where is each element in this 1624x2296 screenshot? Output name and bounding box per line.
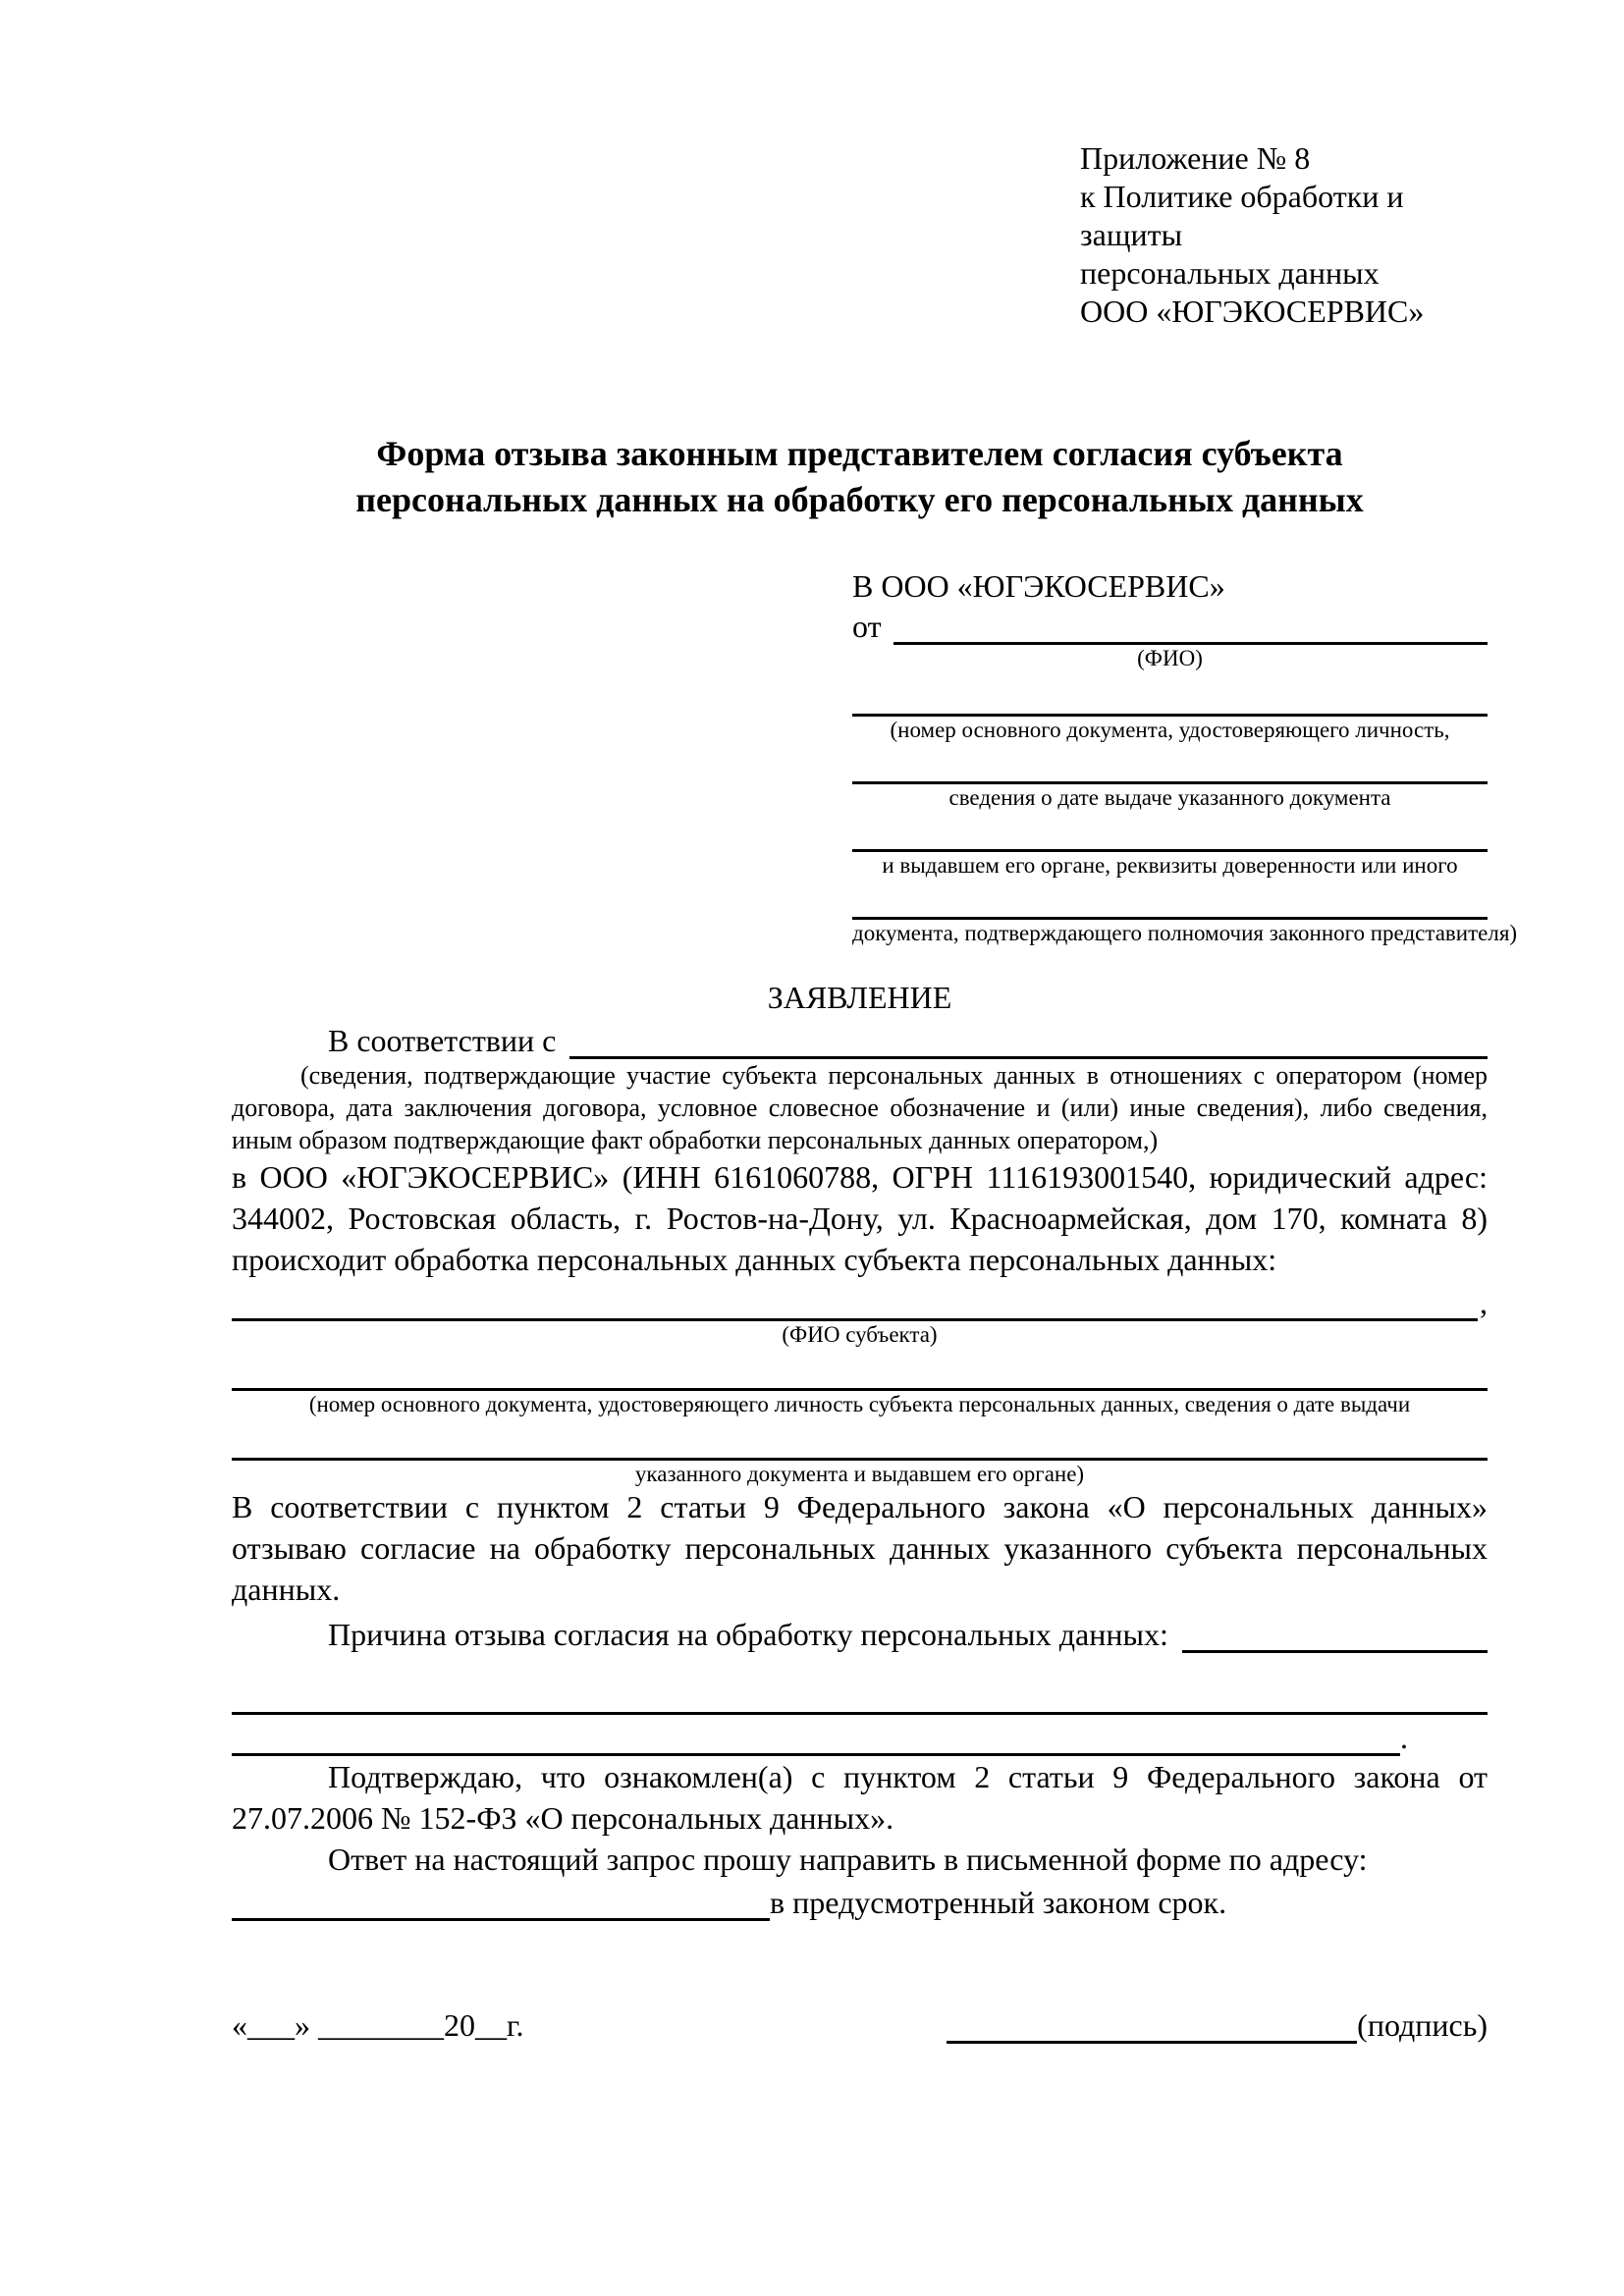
statement-heading: ЗАЯВЛЕНИЕ — [767, 980, 952, 1015]
document-title-line-2: персональных данных на обработку его персональных данных — [355, 480, 1364, 519]
fio-blank-line — [893, 607, 1488, 645]
reason-row — [232, 1612, 1488, 1653]
doc-caption-3: и выдавшем его органе, реквизиты доверенности или иного — [882, 853, 1458, 878]
annex-line: Приложение № 8 — [1080, 140, 1311, 176]
subject-fio-caption: (ФИО субъекта) — [782, 1322, 938, 1347]
subject-fio-blank-line — [232, 1283, 1478, 1321]
subject-comma: , — [1480, 1285, 1488, 1320]
reason-label: Причина отзыва согласия на обработку персональных данных: — [328, 1617, 1168, 1652]
addressee-to: В ООО «ЮГЭКОСЕРВИС» — [852, 568, 1225, 604]
doc-caption-4: документа, подтверждающего полномочия законного представителя) — [852, 921, 1518, 945]
reason-extra-row-2 — [232, 1715, 1488, 1756]
reason-blank-line — [1182, 1615, 1488, 1653]
fine-print: (сведения, подтверждающие участие субъекта персональных данных в отношениях с оператором (номер договора, дата заключения договора, условное словесное обозначение и (или) иные сведения), либо сведения, иным образом подтверждающие факт обработки персональных данных оператором,) — [232, 1061, 1488, 1154]
subject-doc-caption-1: (номер основного документа, удостоверяющего личность субъекта персональных данных, сведения о дате выдачи — [308, 1392, 1411, 1416]
annex-line: ООО «ЮГЭКОСЕРВИС» — [1080, 294, 1425, 329]
reply-tail: в предусмотренный законом срок. — [770, 1885, 1227, 1920]
fio-caption: (ФИО) — [1137, 646, 1203, 670]
reply-address-blank-line — [232, 1883, 770, 1921]
subject-doc-blank-line-2 — [232, 1416, 1488, 1461]
doc-blank-line-1 — [852, 670, 1488, 717]
from-label: от — [852, 609, 882, 644]
addressee-block — [852, 566, 1518, 945]
subject-doc-caption-2: указанного документа и выдавшем его органе) — [634, 1462, 1085, 1486]
annex-block — [1080, 139, 1488, 331]
confirm-paragraph: Подтверждаю, что ознакомлен(а) с пунктом 2 статьи 9 Федерального закона от 27.07.2006 № 152-ФЗ «О персональных данных». — [232, 1759, 1488, 1836]
document-title — [232, 431, 1488, 523]
withdraw-paragraph: В соответствии с пунктом 2 статьи 9 Федерального закона «О персональных данных» отзываю согласие на обработку персональных данных указанного субъекта персональных данных. — [232, 1489, 1488, 1607]
doc-blank-line-3 — [852, 810, 1488, 852]
annex-line: к Политике обработки и защиты — [1080, 179, 1404, 252]
intro-row — [232, 1018, 1488, 1059]
signature-blank-line — [947, 2005, 1357, 2044]
doc-caption-1: (номер основного документа, удостоверяющего личность, — [890, 718, 1450, 742]
subject-doc-blank-line-1 — [232, 1347, 1488, 1391]
footer-row — [232, 2005, 1488, 2044]
doc-blank-line-4 — [852, 878, 1488, 920]
date-line: «___» ________20__г. — [232, 2007, 524, 2043]
reason-extra-blank-line-1 — [232, 1671, 1488, 1715]
sentence-period: . — [1400, 1720, 1408, 1755]
doc-blank-line-2 — [852, 742, 1488, 784]
signature-caption: (подпись) — [1357, 2007, 1488, 2043]
operator-paragraph: в ООО «ЮГЭКОСЕРВИС» (ИНН 6161060788, ОГРН 1116193001540, юридический адрес: 344002, Ростовская область, г. Ростов-на-Дону, ул. Красноармейская, дом 170, комната 8) происходит обработка персональных данных субъекта персональных данных: — [232, 1159, 1488, 1277]
reason-extra-blank-line-2 — [232, 1718, 1400, 1756]
subject-fio-row — [232, 1280, 1488, 1321]
intro-label: В соответствии с — [328, 1023, 557, 1058]
from-row — [852, 606, 1488, 645]
reply-paragraph: Ответ на настоящий запрос прошу направить в письменной форме по адресу: — [328, 1842, 1368, 1877]
intro-blank-line — [569, 1021, 1488, 1059]
doc-caption-2: сведения о дате выдаче указанного документа — [948, 785, 1391, 810]
signature-group — [947, 2005, 1488, 2044]
annex-line: персональных данных — [1080, 255, 1380, 291]
reply-address-row — [232, 1880, 1488, 1921]
document-title-line-1: Форма отзыва законным представителем согласия субъекта — [376, 434, 1343, 473]
